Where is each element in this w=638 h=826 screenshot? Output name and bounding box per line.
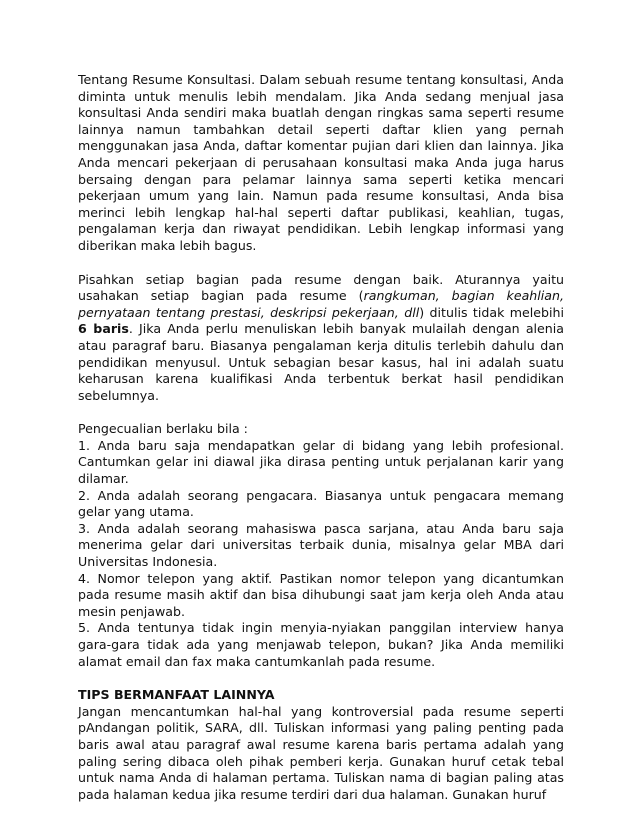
bold-line-limit: 6 baris bbox=[78, 321, 129, 337]
exceptions-intro: Pengecualian berlaku bila : bbox=[78, 421, 248, 437]
list-item: 5. Anda tentunya tidak ingin menyia-nyiakan panggilan interview hanya gara-gara tidak ada yang menjawab telepon, bukan? Jika Anda memiliki alamat email dan fax maka cantumkanlah pada resume. bbox=[78, 620, 564, 669]
paragraph-text: ) ditulis tidak melebihi bbox=[419, 304, 565, 320]
tips-heading: TIPS BERMANFAAT LAINNYA bbox=[78, 687, 275, 703]
paragraph-tips: Jangan mencantumkan hal-hal yang kontroversial pada resume seperti pAndangan politik, SARA, dll. Tuliskan informasi yang paling penting pada baris awal atau paragraf awal resume karena baris pertama adalah yang paling sering dibaca oleh pihak pemberi kerja. Gunakan huruf cetak tebal untuk nama Anda di halaman pertama. Tuliskan nama di bagian paling atas pada halaman kedua jika resume terdiri dari dua halaman. Gunakan huruf bbox=[78, 703, 564, 802]
exceptions-list bbox=[78, 421, 564, 670]
italic-examples: rangkuman, bagian keahlian, pernyataan tentang prestasi, deskripsi pekerjaan, dll bbox=[78, 288, 564, 320]
paragraph-text: Pisahkan setiap bagian pada resume dengan baik. Aturannya yaitu usahakan setiap bagian pada resume ( bbox=[78, 271, 564, 304]
paragraph-text: . Jika Anda perlu menuliskan lebih banyak mulailah dengan alenia atau paragraf baru. Biasanya pengalaman kerja ditulis terlebih dahulu dan pendidikan menyusul. Untuk sebagian besar kasus, hal ini adalah suatu keharusan karena kualifikasi Anda terbentuk berkat hasil pendidikan sebelumnya. bbox=[78, 321, 564, 403]
list-item: 3. Anda adalah seorang mahasiswa pasca sarjana, atau Anda baru saja menerima gelar dari universitas terbaik dunia, misalnya gelar MBA dari Universitas Indonesia. bbox=[78, 520, 564, 570]
paragraph-resume-sections bbox=[78, 272, 564, 405]
list-item: 4. Nomor telepon yang aktif. Pastikan nomor telepon yang dicantumkan pada resume masih aktif dan bisa dihubungi saat jam kerja oleh Anda atau mesin penjawab. bbox=[78, 570, 564, 619]
paragraph-consulting-resume: Tentang Resume Konsultasi. Dalam sebuah resume tentang konsultasi, Anda diminta untuk menulis lebih mendalam. Jika Anda sedang menjual jasa konsultasi Anda sendiri maka buatlah dengan ringkas sama seperti resume lainnya namun tambahkan detail seperti daftar klien yang pernah menggunakan jasa Anda, daftar komentar pujian dari klien dan lainnya. Jika Anda mencari pekerjaan di perusahaan konsultasi maka Anda juga harus bersaing dengan para pelamar lainnya sama seperti ketika mencari pekerjaan umum yang lain. Namun pada resume konsultasi, Anda bisa merinci lebih lengkap hal-hal seperti daftar publikasi, keahlian, tugas, pengalaman kerja dan riwayat pendidikan. Lebih lengkap informasi yang diberikan maka lebih bagus. bbox=[78, 72, 564, 253]
document-page bbox=[78, 72, 564, 803]
list-item: 1. Anda baru saja mendapatkan gelar di bidang yang lebih profesional. Cantumkan gelar ini diawal jika dirasa penting untuk perjalanan karir yang dilamar. bbox=[78, 437, 564, 487]
list-item: 2. Anda adalah seorang pengacara. Biasanya untuk pengacara memang gelar yang utama. bbox=[78, 487, 564, 520]
